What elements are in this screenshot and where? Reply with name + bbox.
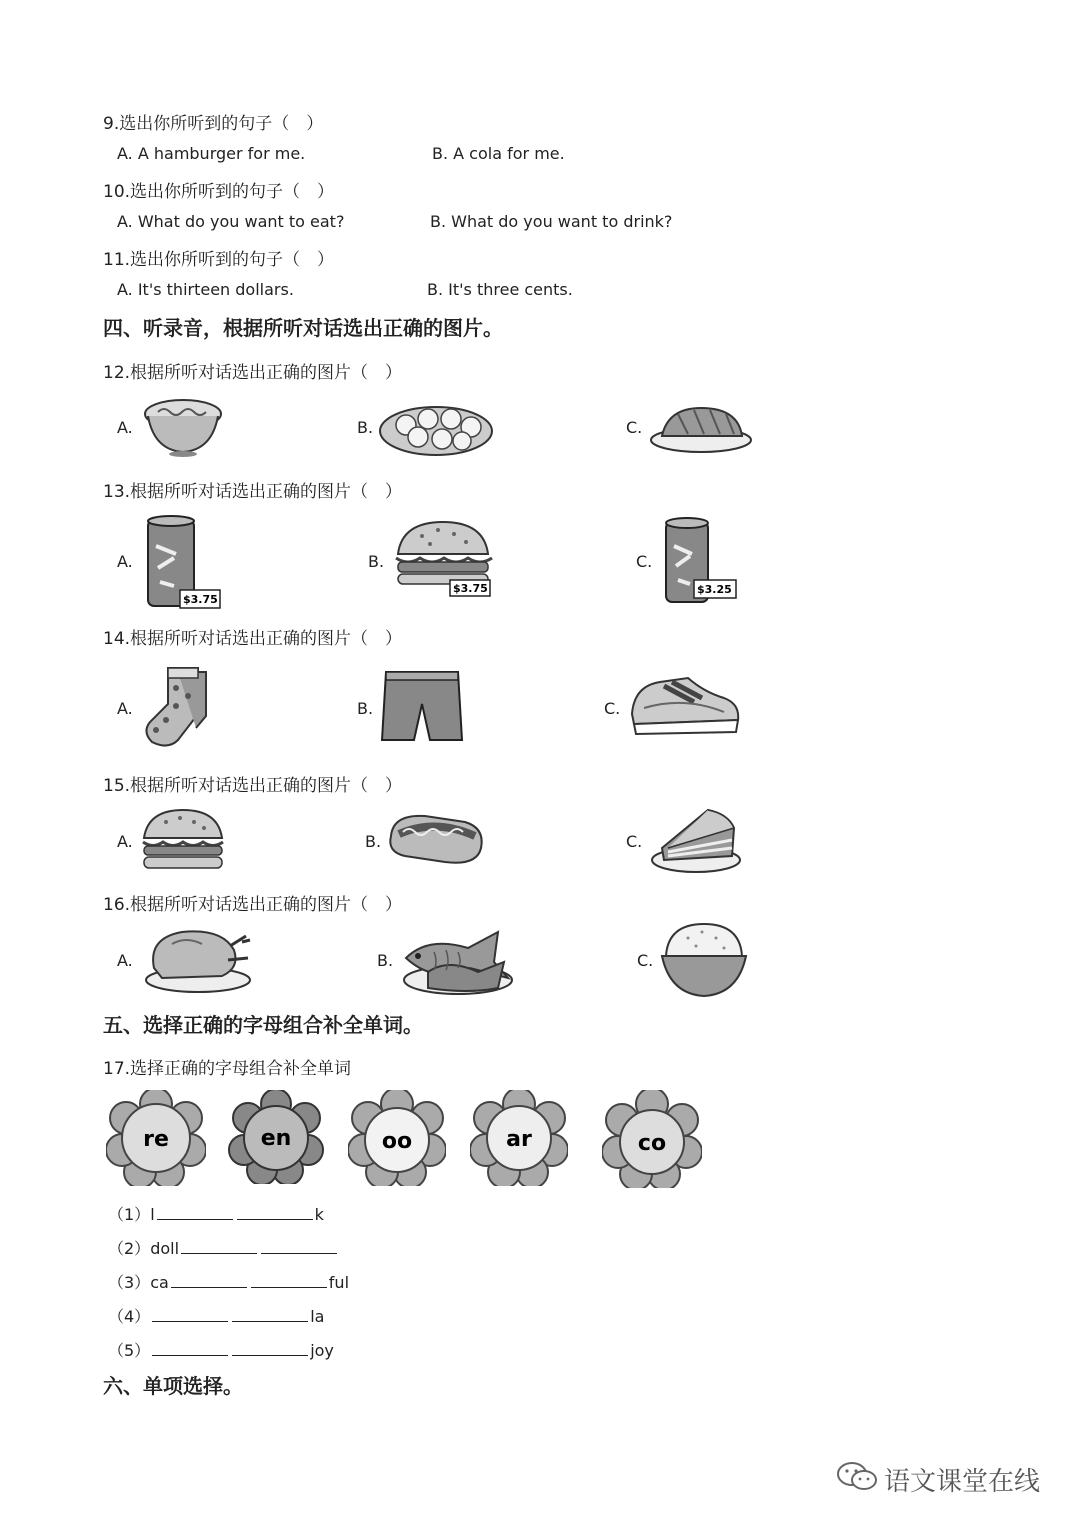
- question-13-label-c: C.: [636, 552, 653, 571]
- question-15-label-a: A.: [117, 832, 133, 851]
- watermark: [836, 1460, 1040, 1498]
- question-13-label-a: A.: [117, 552, 133, 571]
- hamburger-icon[interactable]: [392, 518, 494, 600]
- fill-item-1: [108, 1202, 324, 1225]
- question-11-option-a[interactable]: A. It's thirteen dollars.: [117, 280, 294, 299]
- question-9-stem: 9.选出你所听到的句子（ ）: [103, 114, 324, 134]
- question-12-label-b: B.: [357, 418, 374, 437]
- sneakers-icon[interactable]: [624, 668, 744, 744]
- shorts-icon[interactable]: [380, 666, 464, 746]
- flower-card-co[interactable]: [602, 1090, 702, 1188]
- flower-label-oo: oo: [381, 1129, 413, 1154]
- hotdog-icon[interactable]: [385, 808, 487, 870]
- question-15-stem: 15.根据所听对话选出正确的图片（ ）: [103, 776, 403, 796]
- cola-can-icon[interactable]: [142, 512, 224, 610]
- question-14-stem: 14.根据所听对话选出正确的图片（ ）: [103, 629, 403, 649]
- bread-plate-icon[interactable]: [648, 400, 754, 456]
- cola-can-icon[interactable]: [660, 514, 740, 606]
- fill-item-suffix: la: [310, 1307, 325, 1326]
- fill-blank[interactable]: [232, 1341, 308, 1356]
- fill-item-5: [108, 1338, 334, 1361]
- watermark-text: 语文课堂在线: [884, 1466, 1041, 1497]
- question-13-label-b: B.: [368, 552, 385, 571]
- fill-blank[interactable]: [152, 1341, 228, 1356]
- flower-card-re[interactable]: [106, 1090, 206, 1186]
- fill-item-prefix: ca: [150, 1273, 169, 1292]
- question-17-stem: 17.选择正确的字母组合补全单词: [103, 1059, 352, 1079]
- fill-blank[interactable]: [157, 1205, 233, 1220]
- question-14-label-c: C.: [604, 699, 621, 718]
- question-13-price-a: $3.75: [183, 593, 218, 606]
- fill-blank[interactable]: [232, 1307, 308, 1322]
- fill-item-prefix: doll: [150, 1239, 180, 1258]
- fill-blank[interactable]: [152, 1307, 228, 1322]
- fill-item-number: （1）: [108, 1205, 151, 1224]
- question-13-price-c: $3.25: [697, 583, 732, 596]
- noodle-bowl-icon[interactable]: [140, 392, 226, 460]
- question-12-label-a: A.: [117, 418, 133, 437]
- question-16-label-a: A.: [117, 951, 133, 970]
- fill-item-suffix: ful: [328, 1273, 350, 1292]
- fill-blank[interactable]: [171, 1273, 247, 1288]
- fill-item-number: （5）: [108, 1341, 151, 1360]
- roast-chicken-icon[interactable]: [142, 924, 256, 996]
- question-12-label-c: C.: [626, 418, 643, 437]
- question-10-option-b[interactable]: B. What do you want to drink?: [430, 212, 673, 231]
- question-11-option-b[interactable]: B. It's three cents.: [427, 280, 573, 299]
- hamburger-icon[interactable]: [140, 808, 226, 872]
- question-9-option-b[interactable]: B. A cola for me.: [432, 144, 565, 163]
- question-11-stem: 11.选出你所听到的句子（ ）: [103, 250, 335, 270]
- fill-item-4: [108, 1304, 324, 1327]
- fish-icon[interactable]: [398, 918, 516, 1000]
- question-16-label-b: B.: [377, 951, 394, 970]
- flower-label-re: re: [143, 1127, 169, 1152]
- fill-item-number: （3）: [108, 1273, 151, 1292]
- wechat-icon: [836, 1460, 878, 1498]
- fill-item-number: （4）: [108, 1307, 151, 1326]
- question-15-label-c: C.: [626, 832, 643, 851]
- flower-label-ar: ar: [506, 1127, 532, 1152]
- question-16-label-c: C.: [637, 951, 654, 970]
- question-10-stem: 10.选出你所听到的句子（ ）: [103, 182, 335, 202]
- question-12-stem: 12.根据所听对话选出正确的图片（ ）: [103, 363, 403, 383]
- fill-blank[interactable]: [237, 1205, 313, 1220]
- section-4-title: 四、听录音，根据所听对话选出正确的图片。: [103, 316, 503, 340]
- section-5-title: 五、选择正确的字母组合补全单词。: [103, 1013, 423, 1037]
- question-13-price-b: $3.75: [453, 582, 488, 595]
- fill-item-prefix: l: [150, 1205, 155, 1224]
- fill-item-number: （2）: [108, 1239, 151, 1258]
- flower-card-ar[interactable]: [470, 1090, 568, 1186]
- flower-label-en: en: [260, 1126, 292, 1151]
- socks-icon[interactable]: [138, 664, 216, 750]
- section-6-title: 六、单项选择。: [103, 1374, 243, 1398]
- flower-label-co: co: [637, 1131, 667, 1156]
- fill-item-3: [108, 1270, 349, 1293]
- question-14-label-a: A.: [117, 699, 133, 718]
- fill-blank[interactable]: [181, 1239, 257, 1254]
- flower-card-en[interactable]: [228, 1090, 324, 1184]
- fill-blank[interactable]: [261, 1239, 337, 1254]
- question-15-label-b: B.: [365, 832, 382, 851]
- fill-item-2: [108, 1236, 339, 1259]
- flower-card-oo[interactable]: [348, 1090, 446, 1186]
- question-10-option-a[interactable]: A. What do you want to eat?: [117, 212, 345, 231]
- question-9-option-a[interactable]: A. A hamburger for me.: [117, 144, 306, 163]
- cake-slice-icon[interactable]: [648, 804, 748, 876]
- rice-bowl-icon[interactable]: [658, 918, 750, 1002]
- dumplings-plate-icon[interactable]: [376, 395, 496, 459]
- question-13-stem: 13.根据所听对话选出正确的图片（ ）: [103, 482, 403, 502]
- question-14-label-b: B.: [357, 699, 374, 718]
- fill-blank[interactable]: [251, 1273, 327, 1288]
- fill-item-suffix: k: [314, 1205, 324, 1224]
- fill-item-suffix: joy: [310, 1341, 334, 1360]
- question-16-stem: 16.根据所听对话选出正确的图片（ ）: [103, 895, 403, 915]
